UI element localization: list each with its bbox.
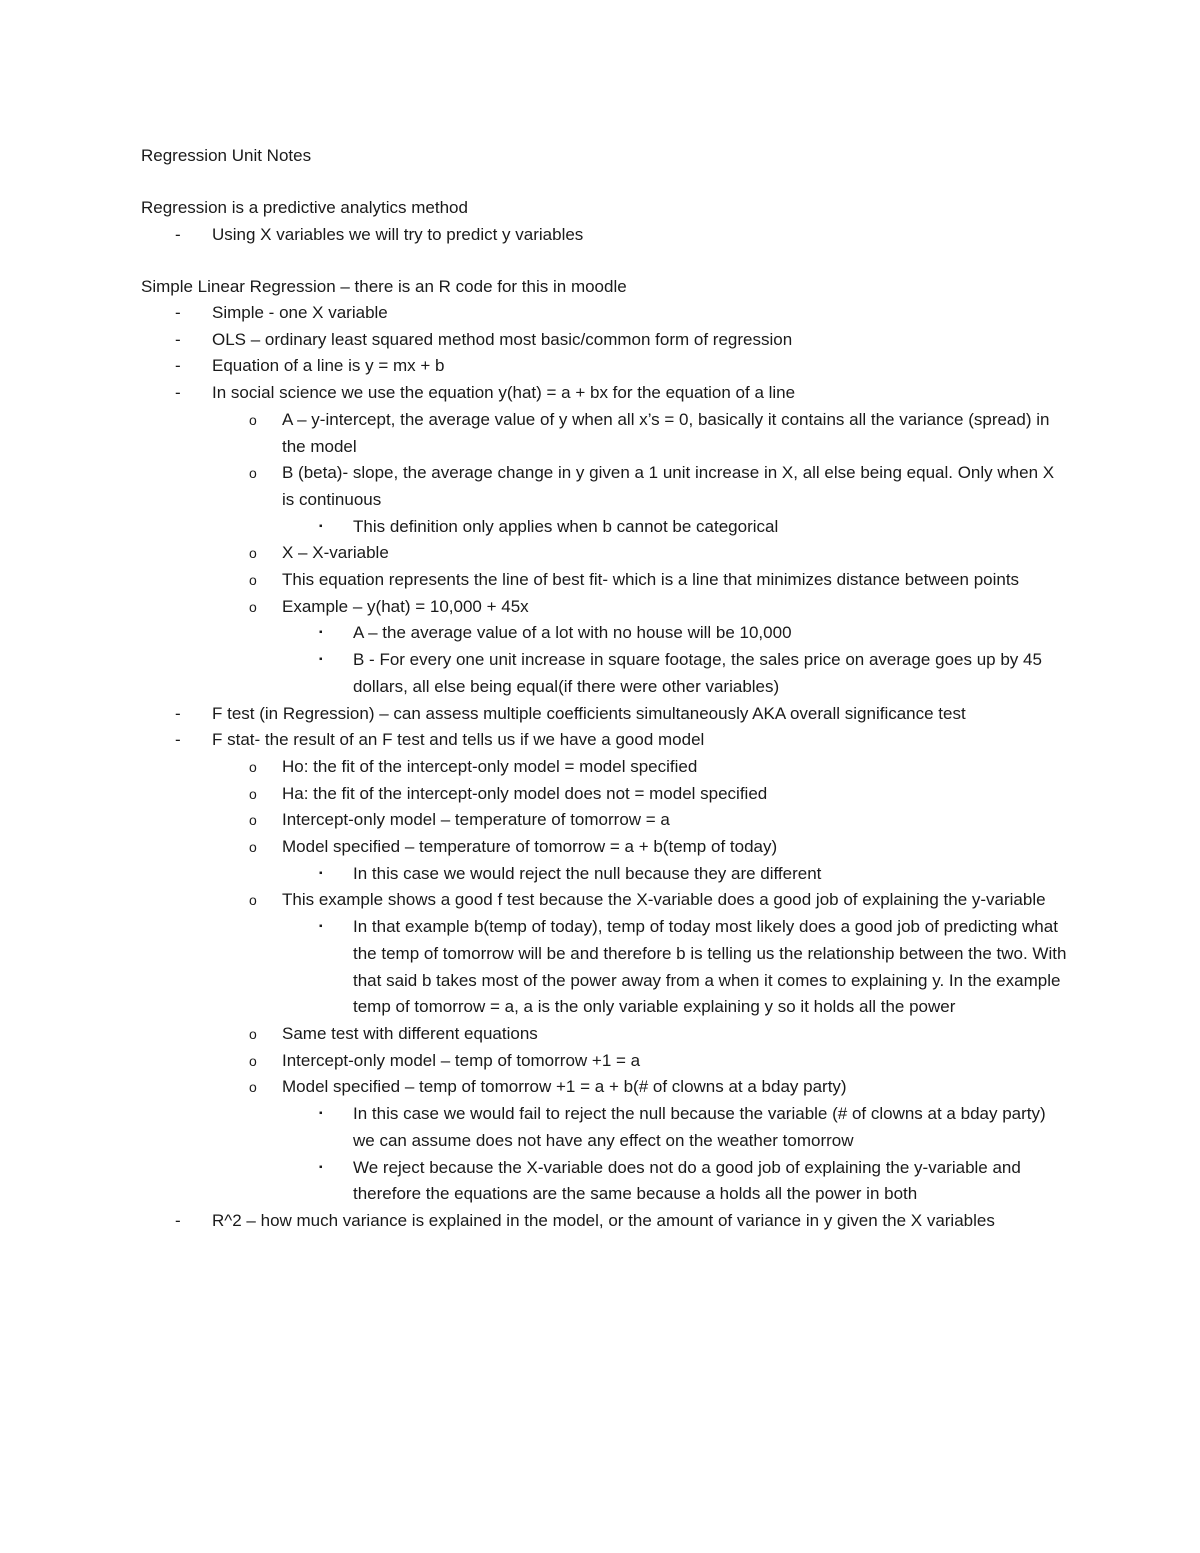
list-item-level-2 — [141, 594, 1071, 621]
list-item-level-2 — [141, 781, 1071, 808]
list-item-level-3 — [141, 1155, 1071, 1208]
list-item-text: Same test with different equations — [282, 1023, 538, 1043]
bullet-marker: - — [175, 1210, 181, 1230]
list-item-level-2 — [141, 1074, 1071, 1101]
bullet-marker: o — [249, 1025, 257, 1042]
bullet-marker: o — [249, 545, 257, 562]
list-item-level-2 — [141, 540, 1071, 567]
list-item-text: Model specified – temperature of tomorrow = a + b(temp of today) — [282, 837, 778, 857]
list-item-level-3 — [141, 1101, 1071, 1154]
bullet-list — [141, 300, 1071, 1235]
bullet-marker: - — [175, 303, 181, 322]
list-item-level-2 — [141, 407, 1071, 460]
document-title: Regression Unit Notes — [141, 146, 312, 165]
bullet-marker: o — [249, 572, 257, 589]
list-item-level-2 — [141, 567, 1071, 594]
list-item-text: Example – y(hat) = 10,000 + 45x — [282, 596, 529, 616]
list-item-text: Ha: the fit of the intercept-only model does not = model specified — [282, 783, 768, 803]
list-item-text: Equation of a line is y = mx + b — [212, 356, 445, 376]
list-item-text: In social science we use the equation y(hat) = a + bx for the equation of a line — [212, 383, 796, 403]
bullet-marker: o — [249, 1052, 257, 1069]
bullet-marker: ▪ — [319, 867, 323, 879]
list-item-text: Intercept-only model – temperature of tomorrow = a — [282, 810, 670, 830]
bullet-marker: o — [249, 785, 257, 802]
bullet-marker: ▪ — [319, 520, 323, 532]
bullet-marker: o — [249, 892, 257, 909]
section-heading-regression: Regression is a predictive analytics method — [141, 198, 468, 217]
list-item-level-2 — [141, 834, 1071, 861]
list-item-level-2 — [141, 1021, 1071, 1048]
bullet-marker: - — [175, 383, 181, 403]
bullet-marker: ▪ — [319, 921, 323, 933]
list-item-level-1 — [141, 327, 1071, 354]
list-item-level-3 — [141, 914, 1071, 1021]
bullet-marker: o — [249, 598, 257, 615]
list-item-text: This example shows a good f test because the X-variable does a good job of explaining the y-variable — [282, 890, 1046, 910]
list-item-level-3 — [141, 861, 1071, 888]
list-item-level-3 — [141, 647, 1071, 700]
bullet-marker: - — [175, 703, 181, 723]
list-item-level-2 — [141, 807, 1071, 834]
list-item-level-2 — [141, 754, 1071, 781]
list-item-text: B - For every one unit increase in square footage, the sales price on average goes up by 45 dollars, all else being equal(if there were other variables) — [353, 650, 1042, 696]
list-item-text: We reject because the X-variable does not do a good job of explaining the y-variable and therefore the equations are the same because a holds all the power in both — [353, 1157, 1021, 1204]
list-item-text: R^2 – how much variance is explained in the model, or the amount of variance in y given the X variables — [212, 1210, 995, 1230]
list-item-text: Using X variables we will try to predict y variables — [212, 225, 584, 244]
list-item-level-1 — [141, 353, 1071, 380]
list-item-text: A – y-intercept, the average value of y when all x’s = 0, basically it contains all the variance (spread) in the model — [282, 409, 1050, 456]
bullet-marker: o — [249, 1079, 257, 1096]
bullet-marker: o — [249, 839, 257, 856]
list-item-text: A – the average value of a lot with no house will be 10,000 — [353, 623, 792, 643]
list-item-level-3 — [141, 514, 1071, 541]
list-item-text: OLS – ordinary least squared method most basic/common form of regression — [212, 329, 793, 349]
bullet-marker: - — [175, 225, 181, 244]
bullet-marker: o — [249, 758, 257, 775]
list-item-level-1 — [141, 380, 1071, 407]
section-list-simple-linear-regression — [141, 300, 1071, 1235]
list-item-text: In this case we would reject the null because they are different — [353, 863, 822, 883]
bullet-marker: ▪ — [319, 1108, 323, 1120]
section-list-regression — [141, 222, 1071, 249]
bullet-marker: - — [175, 356, 181, 376]
list-item-text: X – X-variable — [282, 543, 389, 563]
bullet-marker: ▪ — [319, 627, 323, 639]
list-item-text: Intercept-only model – temp of tomorrow +1 = a — [282, 1050, 641, 1070]
list-item-text: In this case we would fail to reject the null because the variable (# of clowns at a bday party) we can assume does not have any effect on the weather tomorrow — [353, 1104, 1046, 1150]
list-item-level-1 — [141, 727, 1071, 754]
bullet-list — [141, 222, 1071, 249]
list-item-level-1 — [141, 701, 1071, 728]
list-item-level-1 — [141, 300, 1071, 327]
bullet-marker: o — [249, 411, 257, 428]
list-item-text: Simple - one X variable — [212, 303, 388, 322]
bullet-marker: o — [249, 465, 257, 482]
section-heading-simple-linear-regression: Simple Linear Regression – there is an R code for this in moodle — [141, 277, 627, 296]
list-item-level-2 — [141, 460, 1071, 513]
bullet-marker: o — [249, 812, 257, 829]
bullet-marker: - — [175, 329, 181, 349]
list-item-text: This definition only applies when b cannot be categorical — [353, 516, 779, 536]
list-item-text: Ho: the fit of the intercept-only model = model specified — [282, 756, 698, 776]
list-item-level-1 — [141, 1208, 1071, 1235]
list-item-text: B (beta)- slope, the average change in y given a 1 unit increase in X, all else being equal. Only when X is continuous — [282, 463, 1055, 509]
list-item-level-1 — [141, 222, 1071, 249]
list-item-text: F test (in Regression) – can assess multiple coefficients simultaneously AKA overall significance test — [212, 703, 966, 723]
list-item-level-3 — [141, 620, 1071, 647]
list-item-level-2 — [141, 1048, 1071, 1075]
bullet-marker: ▪ — [319, 654, 323, 666]
list-item-text: Model specified – temp of tomorrow +1 = a + b(# of clowns at a bday party) — [282, 1077, 847, 1097]
list-item-level-2 — [141, 887, 1071, 914]
list-item-text: F stat- the result of an F test and tells us if we have a good model — [212, 730, 705, 750]
bullet-marker: ▪ — [319, 1161, 323, 1173]
list-item-text: This equation represents the line of best fit- which is a line that minimizes distance between points — [282, 570, 1020, 590]
bullet-marker: - — [175, 730, 181, 750]
list-item-text: In that example b(temp of today), temp of today most likely does a good job of predicting what the temp of tomorrow will be and therefore b is telling us the relationship between the two. With that said b takes most of the power away from a when it comes to explaining y. In the example temp of tomorrow = a, a is the only variable explaining y so it holds all the power — [353, 917, 1067, 1017]
